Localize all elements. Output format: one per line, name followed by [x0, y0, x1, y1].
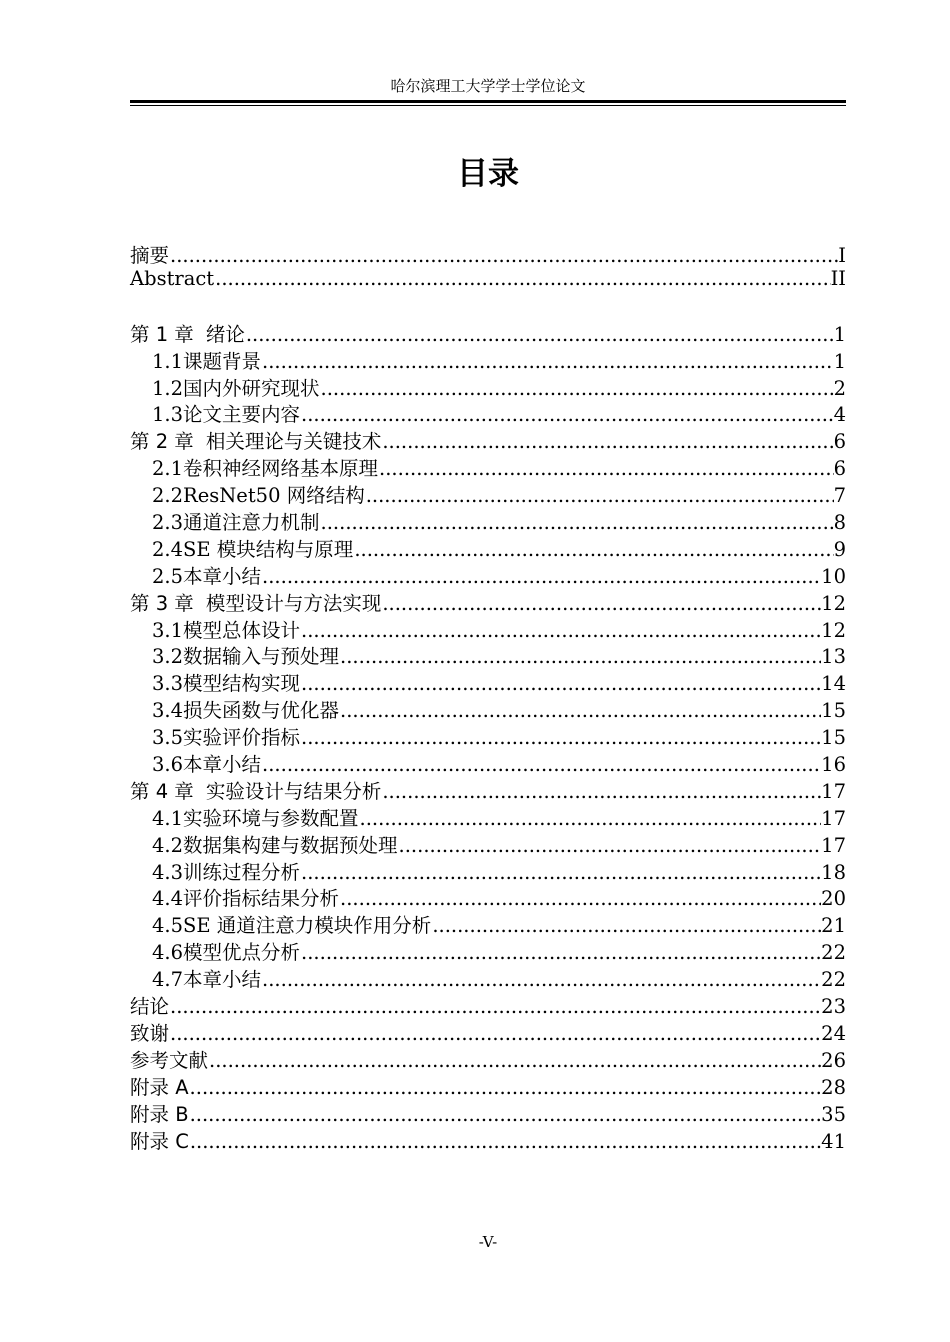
toc-entry-label: 本章小结 — [183, 564, 262, 588]
toc-leader-dots — [208, 1049, 821, 1072]
toc-entry-number: 2.2 — [152, 484, 184, 508]
toc-entry-number: 3.5 — [152, 726, 184, 750]
toc-entry-label: 附录 B — [130, 1102, 189, 1126]
toc-leader-dots — [169, 244, 838, 267]
toc-entry[interactable] — [130, 830, 846, 857]
toc-entry-page: 23 — [821, 995, 846, 1019]
toc-leader-dots — [431, 914, 821, 937]
toc-leader-dots — [320, 511, 834, 534]
toc-entry[interactable] — [130, 937, 846, 964]
toc-entry-page: 17 — [821, 806, 846, 830]
toc-entry-page: 6 — [833, 430, 846, 454]
toc-leader-dots — [320, 377, 834, 400]
toc-entry-label: 损失函数与优化器 — [183, 699, 340, 723]
toc-entry-label: 实验设计与结果分析 — [205, 779, 382, 803]
toc-entry-number: 3.1 — [152, 618, 184, 642]
toc-entry-number: 4.1 — [152, 806, 184, 830]
running-header: 哈尔滨理工大学学士学位论文 — [390, 77, 586, 95]
toc-entry-label: 附录 C — [130, 1129, 189, 1153]
toc-entry[interactable] — [130, 373, 846, 400]
toc-entry[interactable] — [130, 722, 846, 749]
toc-entry-label: 摘要 — [130, 244, 170, 267]
toc-entry-number: 2.5 — [152, 564, 184, 588]
toc-entry-number: 第 3 章 — [130, 591, 194, 615]
toc-entry-page: 22 — [821, 968, 846, 992]
toc-entry[interactable] — [130, 267, 846, 294]
toc-entry-page: 24 — [821, 1021, 846, 1045]
toc-entry-number: 3.6 — [152, 753, 184, 777]
toc-entry-number: 1.3 — [152, 403, 184, 427]
toc-entry-page: 26 — [821, 1048, 846, 1072]
toc-entry-label: 模型结构实现 — [183, 672, 301, 696]
toc-entry-number: 4.7 — [152, 968, 184, 992]
toc-entry-number: 3.4 — [152, 699, 184, 723]
toc-entry-number: 4.4 — [152, 887, 184, 911]
toc-entry[interactable] — [130, 615, 846, 642]
toc-entry-label: 结论 — [130, 995, 170, 1019]
toc-entry[interactable] — [130, 1072, 846, 1099]
toc-entry-label: SE 通道注意力模块作用分析 — [183, 914, 432, 938]
toc-entry-label: 附录 A — [130, 1075, 189, 1099]
toc-entry[interactable] — [130, 776, 846, 803]
toc-entry-label: 论文主要内容 — [183, 403, 301, 427]
toc-entry[interactable] — [130, 991, 846, 1018]
toc-entry-page: 17 — [821, 779, 846, 803]
toc-entry-page: 22 — [821, 941, 846, 965]
toc-entry[interactable] — [130, 480, 846, 507]
toc-entry-page: 4 — [833, 403, 846, 427]
toc-entry-page: I — [838, 244, 846, 267]
toc-entry-label: 通道注意力机制 — [183, 511, 320, 535]
toc-entry-page: 18 — [821, 860, 846, 884]
toc-entry[interactable] — [130, 346, 846, 373]
toc-entry[interactable] — [130, 695, 846, 722]
toc-leader-dots — [300, 619, 821, 642]
toc-entry-number: 1.1 — [152, 349, 184, 373]
toc-leader-dots — [378, 457, 834, 480]
toc-entry[interactable] — [130, 1045, 846, 1072]
toc-entry-label: 致谢 — [130, 1021, 170, 1045]
toc-leader-dots — [353, 538, 833, 561]
toc-leader-dots — [189, 1076, 822, 1099]
table-of-contents — [130, 240, 846, 1152]
toc-entry-label: 评价指标结果分析 — [183, 887, 340, 911]
toc-entry[interactable] — [130, 910, 846, 937]
page-title: 目录 — [457, 156, 519, 192]
toc-entry-label: 本章小结 — [183, 753, 262, 777]
toc-entry[interactable] — [130, 857, 846, 884]
toc-entry-page: 28 — [821, 1075, 846, 1099]
toc-leader-dots — [261, 350, 834, 373]
toc-leader-dots — [189, 1130, 821, 1153]
toc-entry[interactable] — [130, 426, 846, 453]
toc-entry-label: 绪论 — [205, 322, 245, 346]
toc-entry-label: 国内外研究现状 — [183, 376, 320, 400]
toc-leader-dots — [339, 645, 821, 668]
toc-entry[interactable] — [130, 534, 846, 561]
toc-entry-label: Abstract — [130, 266, 215, 290]
toc-entry-number: 4.2 — [152, 833, 184, 857]
toc-entry-number: 4.6 — [152, 941, 184, 965]
toc-entry-page: 41 — [821, 1129, 846, 1153]
toc-entry[interactable] — [130, 453, 846, 480]
toc-entry-label: 模型总体设计 — [183, 618, 301, 642]
toc-entry-page: 35 — [821, 1102, 846, 1126]
toc-entry-number: 4.3 — [152, 860, 184, 884]
toc-entry[interactable] — [130, 561, 846, 588]
toc-entry[interactable] — [130, 319, 846, 346]
toc-entry-label: 数据输入与预处理 — [183, 645, 340, 669]
toc-entry[interactable] — [130, 668, 846, 695]
toc-leader-dots — [189, 1103, 822, 1126]
toc-entry-page: 1 — [833, 349, 846, 373]
toc-entry-label: 本章小结 — [183, 968, 262, 992]
toc-entry-page: 14 — [821, 672, 846, 696]
toc-entry-label: 数据集构建与数据预处理 — [183, 833, 398, 857]
toc-entry[interactable] — [130, 588, 846, 615]
toc-entry-number: 2.3 — [152, 511, 184, 535]
toc-entry-page: 12 — [821, 591, 846, 615]
toc-entry[interactable] — [130, 399, 846, 426]
toc-entry-label: 课题背景 — [183, 349, 262, 373]
toc-entry-label: 模型优点分析 — [183, 941, 301, 965]
toc-leader-dots — [261, 565, 821, 588]
toc-entry[interactable] — [130, 1099, 846, 1126]
toc-entry-label: 卷积神经网络基本原理 — [183, 457, 379, 481]
toc-leader-dots — [365, 484, 834, 507]
toc-leader-dots — [339, 699, 821, 722]
toc-entry-page: II — [830, 266, 846, 290]
toc-entry-page: 6 — [833, 457, 846, 481]
toc-leader-dots — [300, 403, 834, 426]
toc-entry[interactable] — [130, 964, 846, 991]
toc-entry[interactable] — [130, 1018, 846, 1045]
toc-leader-dots — [339, 887, 821, 910]
toc-entry-label: 参考文献 — [130, 1048, 209, 1072]
toc-entry-page: 15 — [821, 726, 846, 750]
header-rule-thin — [130, 105, 846, 106]
toc-leader-dots — [214, 267, 830, 290]
toc-entry[interactable] — [130, 883, 846, 910]
toc-leader-dots — [245, 323, 834, 346]
toc-leader-dots — [359, 807, 822, 830]
toc-leader-dots — [300, 726, 821, 749]
toc-entry-label: 实验评价指标 — [183, 726, 301, 750]
toc-entry-page: 2 — [833, 376, 846, 400]
toc-leader-dots — [398, 834, 822, 857]
toc-entry-label: SE 模块结构与原理 — [183, 537, 354, 561]
toc-leader-dots — [300, 861, 821, 884]
toc-entry-page: 1 — [833, 322, 846, 346]
toc-leader-dots — [169, 1022, 821, 1045]
toc-entry-page: 13 — [821, 645, 846, 669]
toc-entry[interactable] — [130, 749, 846, 776]
toc-entry-page: 21 — [821, 914, 846, 938]
toc-entry-number: 4.5 — [152, 914, 184, 938]
toc-entry[interactable] — [130, 240, 846, 267]
toc-entry-label: 训练过程分析 — [183, 860, 301, 884]
toc-entry-number: 第 4 章 — [130, 779, 194, 803]
toc-leader-dots — [261, 753, 821, 776]
toc-entry-page: 9 — [833, 537, 846, 561]
toc-leader-dots — [381, 780, 821, 803]
toc-entry-page: 10 — [821, 564, 846, 588]
header-rule-thick — [130, 100, 846, 103]
toc-entry-page: 20 — [821, 887, 846, 911]
page-number: -V- — [478, 1233, 498, 1251]
toc-leader-dots — [169, 995, 821, 1018]
toc-entry-page: 15 — [821, 699, 846, 723]
toc-entry[interactable] — [130, 803, 846, 830]
toc-entry[interactable] — [130, 1126, 846, 1153]
toc-entry-label: 模型设计与方法实现 — [205, 591, 382, 615]
toc-entry-label: ResNet50 网络结构 — [183, 484, 365, 508]
toc-entry-number: 第 2 章 — [130, 430, 194, 454]
toc-leader-dots — [381, 430, 833, 453]
toc-entry-page: 16 — [821, 753, 846, 777]
toc-leader-dots — [261, 968, 821, 991]
toc-entry-page: 17 — [821, 833, 846, 857]
toc-entry-number: 3.3 — [152, 672, 184, 696]
toc-entry[interactable] — [130, 507, 846, 534]
toc-entry-number: 第 1 章 — [130, 322, 194, 346]
toc-entry[interactable] — [130, 641, 846, 668]
toc-entry-page: 7 — [833, 484, 846, 508]
toc-entry-label: 相关理论与关键技术 — [205, 430, 382, 454]
toc-entry-number: 3.2 — [152, 645, 184, 669]
toc-entry-number: 1.2 — [152, 376, 184, 400]
toc-entry-label: 实验环境与参数配置 — [183, 806, 359, 830]
toc-entry-page: 12 — [821, 618, 846, 642]
toc-leader-dots — [300, 941, 821, 964]
toc-entry-number: 2.4 — [152, 537, 184, 561]
toc-leader-dots — [381, 592, 821, 615]
toc-entry-number: 2.1 — [152, 457, 184, 481]
toc-leader-dots — [300, 672, 821, 695]
toc-entry-page: 8 — [833, 511, 846, 535]
